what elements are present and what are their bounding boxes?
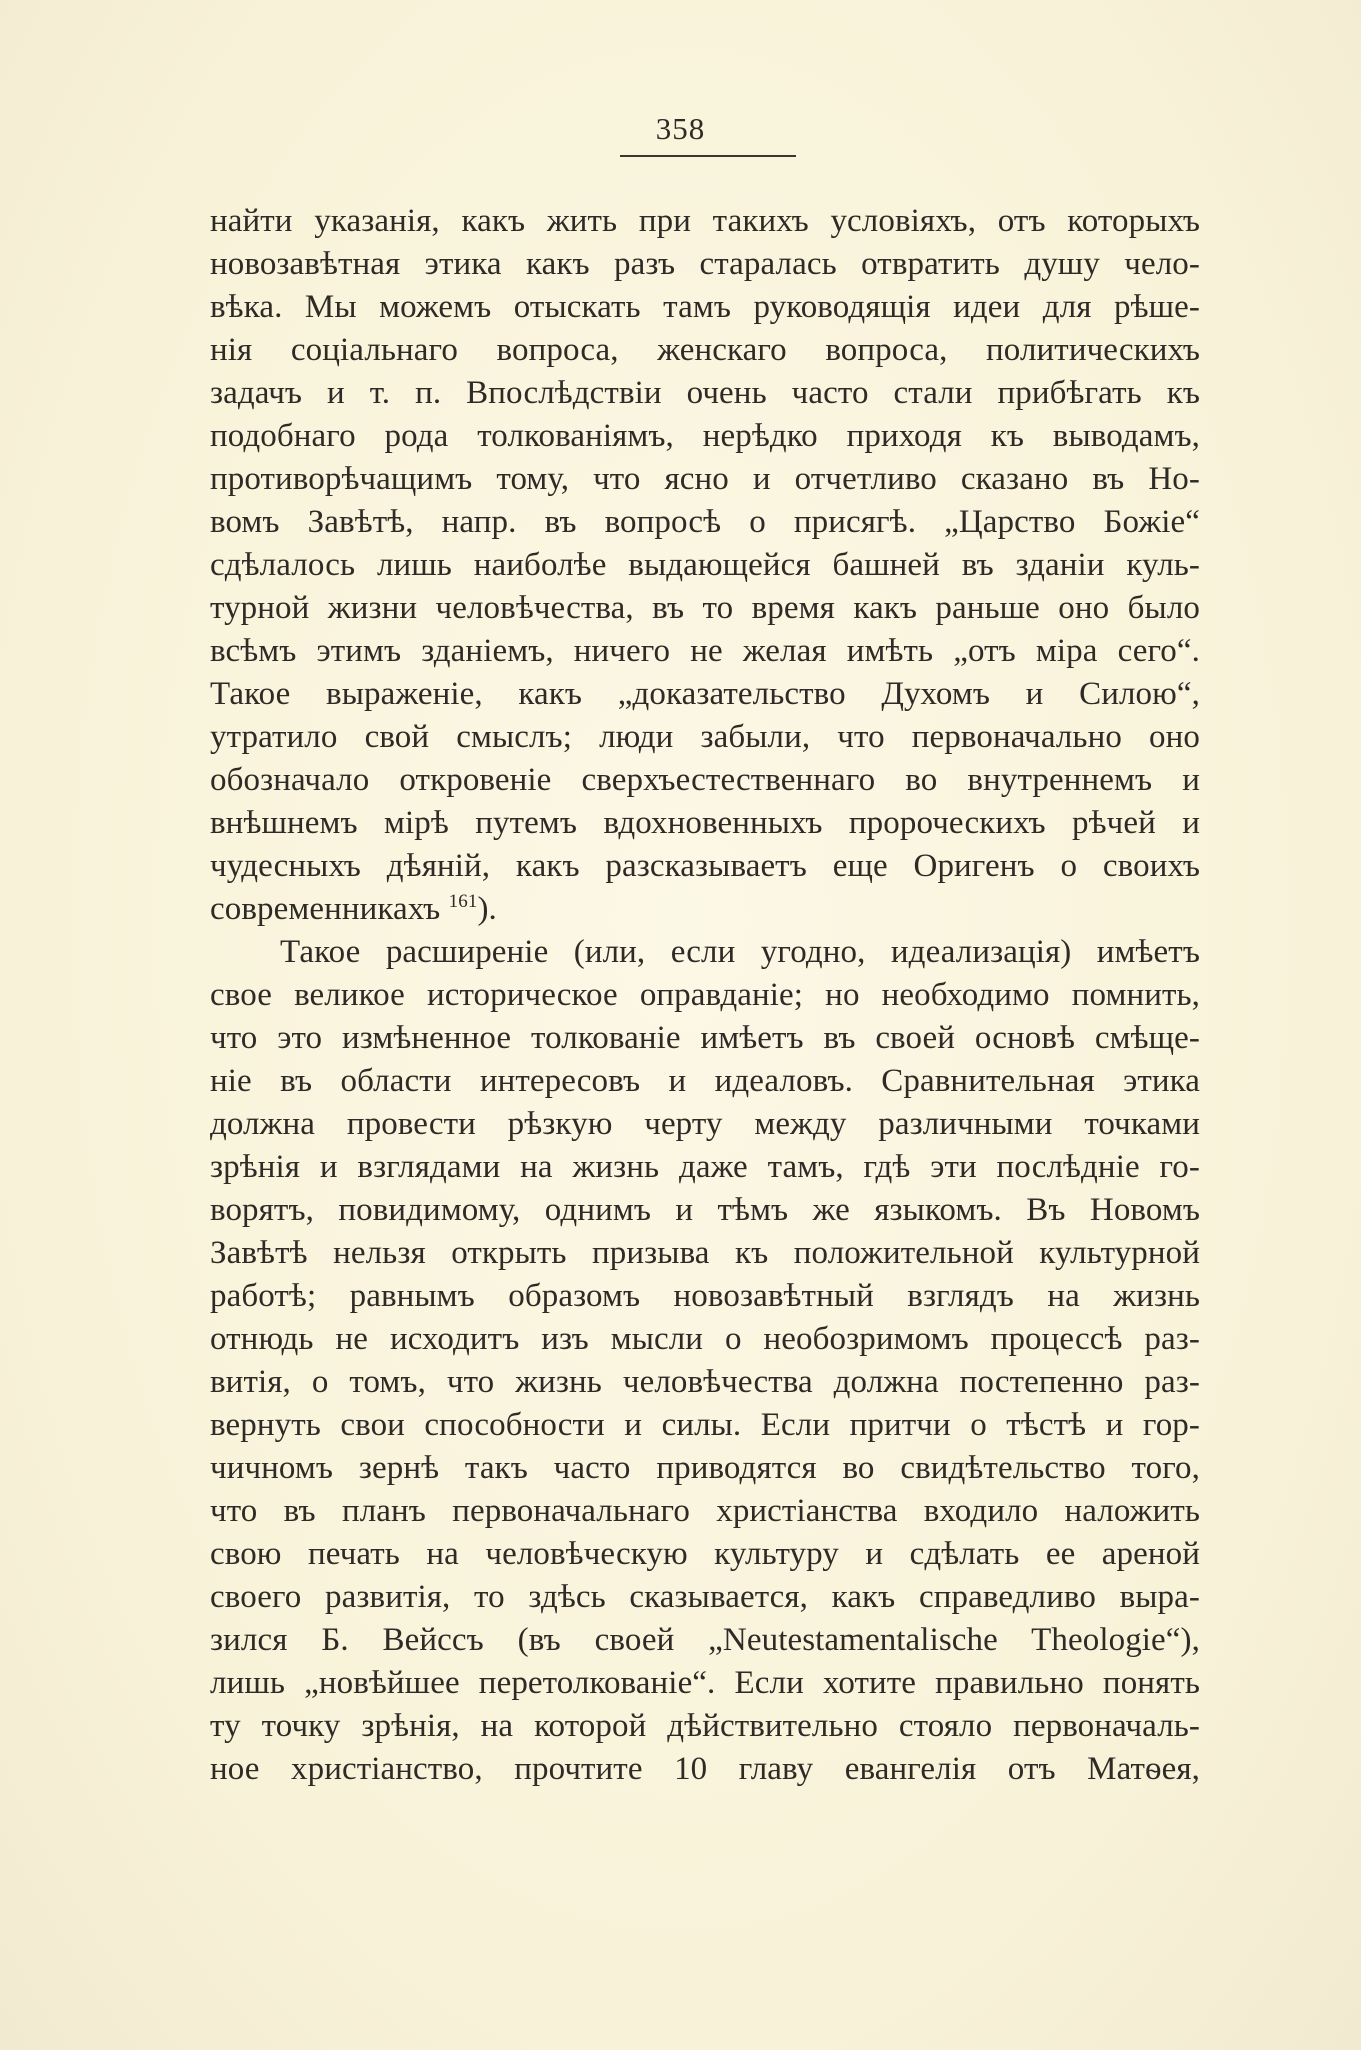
text-line: задачъ и т. п. Впослѣдствіи очень часто стали прибѣгать къ — [210, 375, 1200, 411]
text-line — [210, 888, 1200, 931]
text-line: вернуть свои способности и силы. Если притчи о тѣстѣ и гор- — [210, 1407, 1200, 1443]
text-line: ніе въ области интересовъ и идеаловъ. Сравнительная этика — [210, 1063, 1200, 1099]
text-line: зрѣнія и взглядами на жизнь даже тамъ, гдѣ эти послѣдніе го- — [210, 1149, 1200, 1185]
text-line: чичномъ зернѣ такъ часто приводятся во свидѣтельство того, — [210, 1450, 1200, 1486]
body-text — [210, 200, 1200, 1791]
text-line: что въ планъ первоначальнаго христіанства входило наложить — [210, 1493, 1200, 1529]
header-rule — [620, 155, 796, 157]
text-line: новозавѣтная этика какъ разъ старалась отвратить душу чело- — [210, 246, 1200, 282]
page-header — [0, 110, 1361, 148]
text-line: ту точку зрѣнія, на которой дѣйствительно стояло первоначаль- — [210, 1708, 1200, 1744]
text-line: своего развитія, то здѣсь сказывается, какъ справедливо выра- — [210, 1579, 1200, 1615]
last-line-tail: ). — [477, 891, 497, 927]
text-line: свое великое историческое оправданіе; но необходимо помнить, — [210, 977, 1200, 1013]
text-line: утратило свой смыслъ; люди забыли, что первоначально оно — [210, 719, 1200, 755]
text-line: вѣка. Мы можемъ отыскать тамъ руководящія идеи для рѣше- — [210, 289, 1200, 325]
text-line: Такое расширеніе (или, если угодно, идеализація) имѣетъ — [280, 934, 1200, 970]
text-line: свою печать на человѣческую культуру и сдѣлать ее ареной — [210, 1536, 1200, 1572]
text-line: всѣмъ этимъ зданіемъ, ничего не желая имѣть „отъ міра сего“. — [210, 633, 1200, 669]
text-line: противорѣчащимъ тому, что ясно и отчетливо сказано въ Но- — [210, 461, 1200, 497]
text-line: чудесныхъ дѣяній, какъ разсказываетъ еще Оригенъ о своихъ — [210, 848, 1200, 884]
text-line: турной жизни человѣчества, въ то время какъ раньше оно было — [210, 590, 1200, 626]
text-line: нія соціальнаго вопроса, женскаго вопроса, политическихъ — [210, 332, 1200, 368]
text-line: отнюдь не исходитъ изъ мысли о необозримомъ процессѣ раз- — [210, 1321, 1200, 1357]
text-line: сдѣлалось лишь наиболѣе выдающейся башней въ зданіи куль- — [210, 547, 1200, 583]
page-number: 358 — [655, 111, 706, 146]
text-line: обозначало откровеніе сверхъестественнаго во внутреннемъ и — [210, 762, 1200, 798]
paragraph — [210, 931, 1200, 1791]
text-line: лишь „новѣйшее перетолкованіе“. Если хотите правильно понять — [210, 1665, 1200, 1701]
text-line: внѣшнемъ мірѣ путемъ вдохновенныхъ пророческихъ рѣчей и — [210, 805, 1200, 841]
text-line: что это измѣненное толкованіе имѣетъ въ своей основѣ смѣще- — [210, 1020, 1200, 1056]
text-line: Такое выраженіе, какъ „доказательство Духомъ и Силою“, — [210, 676, 1200, 712]
text-line: вомъ Завѣтѣ, напр. въ вопросѣ о присягѣ. „Царство Божіе“ — [210, 504, 1200, 540]
text-line: найти указанія, какъ жить при такихъ условіяхъ, отъ которыхъ — [210, 203, 1200, 239]
paragraph — [210, 200, 1200, 931]
last-line-text: современникахъ — [210, 891, 449, 927]
text-line: витія, о томъ, что жизнь человѣчества должна постепенно раз- — [210, 1364, 1200, 1400]
text-line: должна провести рѣзкую черту между различными точками — [210, 1106, 1200, 1142]
text-line: Завѣтѣ нельзя открыть призыва къ положительной культурной — [210, 1235, 1200, 1271]
footnote-reference[interactable]: 161 — [448, 891, 478, 912]
text-line: работѣ; равнымъ образомъ новозавѣтный взглядъ на жизнь — [210, 1278, 1200, 1314]
text-line: ворятъ, повидимому, однимъ и тѣмъ же языкомъ. Въ Новомъ — [210, 1192, 1200, 1228]
text-line: ное христіанство, прочтите 10 главу евангелія отъ Матѳея, — [210, 1751, 1200, 1787]
text-line: подобнаго рода толкованіямъ, нерѣдко приходя къ выводамъ, — [210, 418, 1200, 454]
text-line: зился Б. Вейссъ (въ своей „Neutestamentalische Theologie“), — [210, 1622, 1200, 1658]
